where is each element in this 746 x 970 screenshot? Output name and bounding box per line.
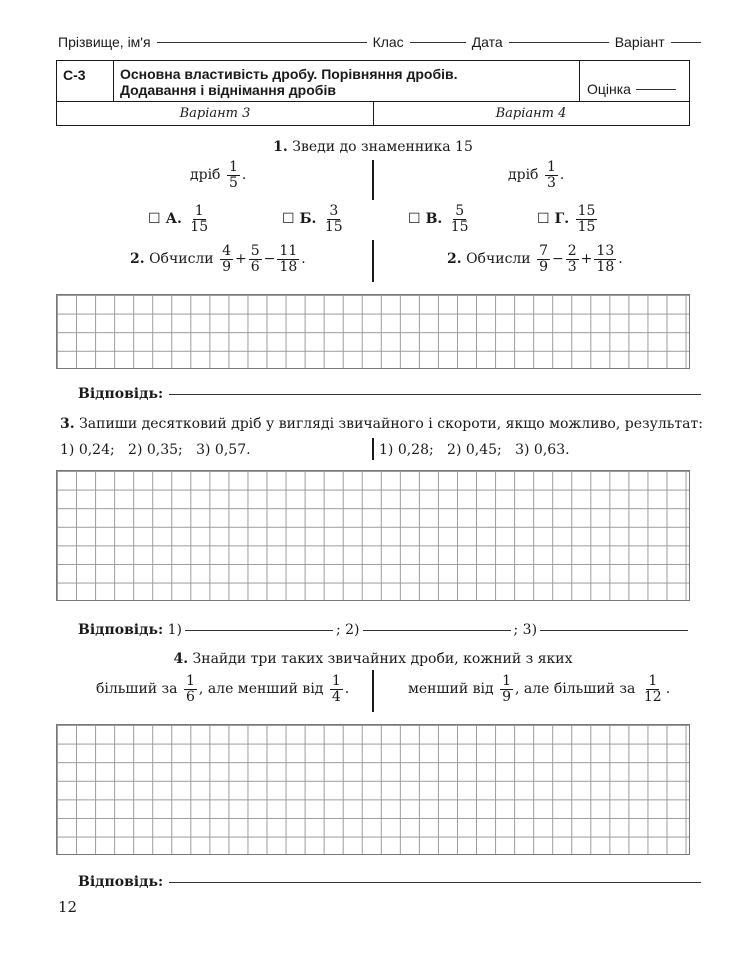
fraction: $\frac{1}{15}$: [190, 203, 209, 235]
answer-field-1[interactable]: [169, 394, 701, 395]
class-field[interactable]: [410, 42, 466, 43]
task1-left: дріб $\frac{1}{5}$ .: [190, 159, 247, 191]
date-label: Дата: [471, 34, 503, 50]
fraction: $\frac{5}{15}$: [450, 203, 469, 235]
variant-field[interactable]: [671, 42, 701, 43]
title-box: [56, 60, 690, 126]
fraction: $\frac{5}{6}$: [250, 243, 260, 275]
header-row: [58, 34, 701, 50]
work-grid-3[interactable]: [56, 724, 690, 855]
divider-task2: [372, 240, 374, 282]
work-grid-2[interactable]: [56, 470, 690, 601]
answer-field-2b[interactable]: [363, 630, 511, 631]
answer-field-3[interactable]: [169, 882, 701, 883]
answer-row-2: Відповідь: 1) ; 2) ; 3): [78, 622, 688, 638]
title-line-1: Основна властивість дробу. Порівняння дробів.: [120, 66, 458, 82]
option-a[interactable]: ☐ А. $\frac{1}{15}$: [148, 203, 209, 235]
answer-field-2a[interactable]: [185, 630, 333, 631]
task4-heading: 4. Знайди три таких звичайних дроби, кожний з яких: [173, 651, 573, 667]
fraction: $\frac{4}{9}$: [222, 243, 232, 275]
answer-label: Відповідь:: [78, 874, 164, 890]
answer-row-3: [78, 874, 701, 890]
answer-label: Відповідь:: [78, 622, 164, 638]
fraction: $\frac{7}{9}$: [539, 243, 549, 275]
surname-label: Прізвище, ім'я: [58, 34, 151, 50]
task1-number: 1.: [273, 139, 288, 155]
date-field[interactable]: [509, 42, 609, 43]
variant-label: Варіант: [614, 34, 665, 50]
task3-heading: 3. Запиши десятковий дріб у вигляді звичайного і скороти, якщо можливо, результат:: [60, 416, 703, 432]
task4-right: менший від $\frac{1}{9}$ , але більший за $\frac{1}{12}$ .: [408, 673, 671, 705]
checkbox-icon[interactable]: ☐: [282, 211, 295, 228]
option-d[interactable]: ☐ Г. $\frac{15}{15}$: [537, 203, 596, 235]
checkbox-icon[interactable]: ☐: [408, 211, 421, 228]
grade-label: Оцінка: [587, 81, 631, 97]
variant-3-label: Варіант 3: [179, 106, 251, 121]
answer-label: Відповідь:: [78, 386, 164, 402]
grade-field[interactable]: [636, 89, 676, 90]
task1-right: дріб $\frac{1}{3}$ .: [508, 159, 565, 191]
option-b[interactable]: ☐ Б. $\frac{3}{15}$: [282, 203, 343, 235]
task1-text: Зведи до знаменника 15: [292, 139, 473, 155]
checkbox-icon[interactable]: ☐: [537, 211, 550, 228]
title-code: С-3: [63, 67, 86, 83]
fraction: $\frac{1}{12}$: [643, 673, 662, 705]
work-grid-1[interactable]: [56, 294, 690, 369]
fraction: $\frac{1}{6}$: [186, 673, 195, 705]
title-line-2: Додавання і віднімання дробів: [120, 82, 336, 98]
class-label: Клас: [372, 34, 404, 50]
fraction: $\frac{3}{15}$: [324, 203, 343, 235]
divider-task1: [372, 160, 374, 200]
fraction: $\frac{1}{3}$: [546, 159, 556, 191]
fraction: $\frac{2}{3}$: [567, 243, 577, 275]
answer-field-2c[interactable]: [540, 630, 688, 631]
option-c[interactable]: ☐ В. $\frac{5}{15}$: [408, 203, 469, 235]
surname-field[interactable]: [157, 42, 367, 43]
task2-left: 2. Обчисли $\frac{4}{9}$ + $\frac{5}{6}$ − $\frac{11}{18}$ .: [130, 243, 306, 275]
fraction: $\frac{1}{9}$: [502, 673, 511, 705]
page-number: 12: [58, 898, 78, 916]
task2-right: 2. Обчисли $\frac{7}{9}$ − $\frac{2}{3}$ + $\frac{13}{18}$ .: [447, 243, 623, 275]
fraction: $\frac{1}{4}$: [331, 673, 341, 705]
fraction: $\frac{13}{18}$: [596, 243, 615, 275]
variant-4-label: Варіант 4: [495, 106, 567, 121]
task4-left: більший за $\frac{1}{6}$ , але менший від $\frac{1}{4}$ .: [96, 673, 350, 705]
answer-row-1: [78, 386, 701, 402]
task1-heading: [0, 139, 746, 155]
fraction: $\frac{15}{15}$: [577, 203, 596, 235]
task3-left: 1) 0,24; 2) 0,35; 3) 0,57.: [60, 442, 251, 458]
divider-task4: [372, 670, 374, 712]
divider-task3: [372, 438, 374, 460]
fraction: $\frac{11}{18}$: [279, 243, 298, 275]
checkbox-icon[interactable]: ☐: [148, 211, 161, 228]
fraction: $\frac{1}{5}$: [228, 159, 238, 191]
task3-right: 1) 0,28; 2) 0,45; 3) 0,63.: [379, 442, 570, 458]
